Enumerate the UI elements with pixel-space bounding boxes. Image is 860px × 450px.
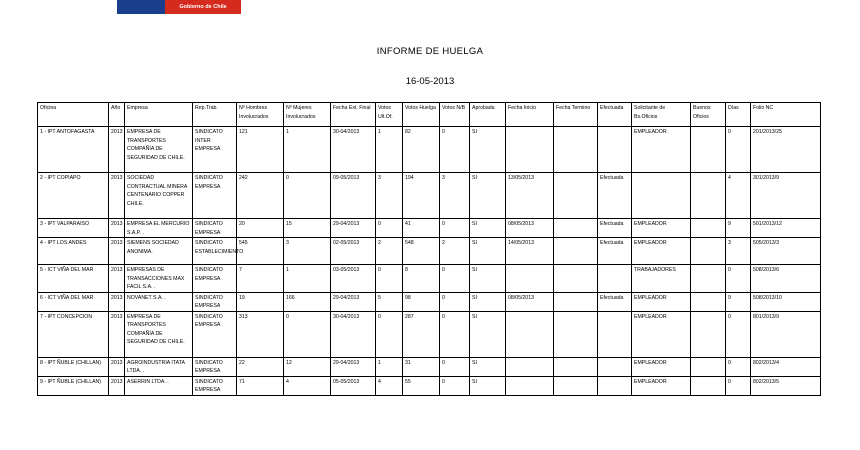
table-cell: 3 bbox=[376, 173, 403, 219]
table-cell: 301/2013/9 bbox=[751, 173, 821, 219]
table-cell bbox=[554, 376, 598, 395]
table-cell: Efectuada bbox=[598, 238, 632, 265]
table-cell: 29-04/2013 bbox=[331, 292, 376, 311]
table-cell: 1 bbox=[284, 265, 331, 293]
table-cell: 2013 bbox=[109, 127, 125, 173]
table-cell: 508/2013/6 bbox=[751, 265, 821, 293]
table-cell: 8 - IPT ÑUBLE (CHILLAN) bbox=[38, 357, 109, 376]
table-cell: 0 bbox=[440, 127, 470, 173]
table-cell: EMPLEADOR bbox=[632, 376, 691, 395]
table-cell: 2013 bbox=[109, 238, 125, 265]
table-cell: 3 - IPT VALPARAISO bbox=[38, 219, 109, 238]
table-cell: EMPLEADOR bbox=[632, 127, 691, 173]
table-row bbox=[38, 127, 821, 173]
table-cell bbox=[554, 292, 598, 311]
table-cell bbox=[554, 219, 598, 238]
table-cell bbox=[691, 292, 726, 311]
column-header: Fecha Inicio bbox=[506, 103, 554, 127]
table-row bbox=[38, 265, 821, 293]
table-cell bbox=[691, 238, 726, 265]
table-cell: EMPLEADOR bbox=[632, 311, 691, 357]
table-cell: 5 bbox=[376, 292, 403, 311]
logo-text: Gobierno de Chile bbox=[179, 4, 227, 10]
table-cell: SINDICATO INTER EMPRESA bbox=[193, 127, 237, 173]
table-cell: 0 bbox=[376, 265, 403, 293]
table-cell: 05-05/2013 bbox=[331, 376, 376, 395]
table-cell: SINDICATO EMPRESA bbox=[193, 376, 237, 395]
table-cell bbox=[554, 238, 598, 265]
table-cell: TRABAJADORES bbox=[632, 265, 691, 293]
table-cell: 0 bbox=[440, 265, 470, 293]
table-row bbox=[38, 376, 821, 395]
table-cell: 7 bbox=[237, 265, 284, 293]
table-cell: 2013 bbox=[109, 376, 125, 395]
table-cell: 0 bbox=[284, 311, 331, 357]
column-header: Rep.Trab. bbox=[193, 103, 237, 127]
table-cell: SI bbox=[470, 238, 506, 265]
table-cell: 0 bbox=[726, 357, 751, 376]
table-cell bbox=[691, 219, 726, 238]
table-cell: 3 bbox=[726, 238, 751, 265]
column-header: Efectuada bbox=[598, 103, 632, 127]
table-cell: 0 bbox=[440, 292, 470, 311]
table-cell bbox=[598, 311, 632, 357]
column-header: Nº Mujeres Involucrados bbox=[284, 103, 331, 127]
column-header: Votos Huelga bbox=[403, 103, 440, 127]
table-cell: 6 - ICT VIÑA DEL MAR bbox=[38, 292, 109, 311]
table-cell: 0 bbox=[726, 265, 751, 293]
table-cell: SINDICATO EMPRESA bbox=[193, 173, 237, 219]
table-cell: 31 bbox=[403, 357, 440, 376]
table-cell: 287 bbox=[403, 311, 440, 357]
table-cell: SINDICATO EMPRESA bbox=[193, 357, 237, 376]
table-cell bbox=[554, 173, 598, 219]
table-cell: 55 bbox=[403, 376, 440, 395]
table-cell: AGROINDUSTRIA ITATA LTDA. . bbox=[125, 357, 193, 376]
table-cell: 802/2013/4 bbox=[751, 357, 821, 376]
table-cell: 0 bbox=[726, 311, 751, 357]
table-cell: 1 bbox=[284, 127, 331, 173]
table-cell bbox=[691, 311, 726, 357]
table-cell: 41 bbox=[403, 219, 440, 238]
table-cell: 3 bbox=[440, 173, 470, 219]
table-cell: 82 bbox=[403, 127, 440, 173]
table-cell: SINDICATO EMPRESA bbox=[193, 292, 237, 311]
table-cell: 4 bbox=[284, 376, 331, 395]
table-cell bbox=[632, 173, 691, 219]
table-cell: 4 bbox=[726, 173, 751, 219]
table-cell: 121 bbox=[237, 127, 284, 173]
table-cell bbox=[506, 265, 554, 293]
table-cell: SI bbox=[470, 127, 506, 173]
column-header: Folio NC bbox=[751, 103, 821, 127]
table-cell: 2 bbox=[376, 238, 403, 265]
table-cell bbox=[506, 357, 554, 376]
table-cell: 801/2013/9 bbox=[751, 311, 821, 357]
table-cell: SI bbox=[470, 265, 506, 293]
table-cell: 29-04/2013 bbox=[331, 357, 376, 376]
table-cell: 505/2013/3 bbox=[751, 238, 821, 265]
table-cell: EMPRESA DE TRANSPORTES COMPAÑÍA DE SEGURIDAD DE CHILE. bbox=[125, 127, 193, 173]
table-cell: SI bbox=[470, 292, 506, 311]
table-cell: 166 bbox=[284, 292, 331, 311]
column-header: Fecha Ext. Final bbox=[331, 103, 376, 127]
table-cell: 08/05/2013 bbox=[506, 219, 554, 238]
table-cell: EMPRESA DE TRANSPORTES COMPAÑÍA DE SEGURIDAD DE CHILE. bbox=[125, 311, 193, 357]
table-cell: 1 bbox=[376, 127, 403, 173]
table-cell: SI bbox=[470, 173, 506, 219]
table-cell bbox=[691, 357, 726, 376]
table-cell: 14/05/2013 bbox=[506, 238, 554, 265]
table-cell: 501/2013/12 bbox=[751, 219, 821, 238]
table-cell bbox=[598, 127, 632, 173]
table-cell: EMPLEADOR bbox=[632, 219, 691, 238]
table-cell: 2013 bbox=[109, 357, 125, 376]
table-cell: 98 bbox=[403, 292, 440, 311]
table-cell: SINDICATO EMPRESA bbox=[193, 219, 237, 238]
table-cell: 2013 bbox=[109, 219, 125, 238]
table-cell: 2 - IPT COPIAPO bbox=[38, 173, 109, 219]
column-header: Fecha Termino bbox=[554, 103, 598, 127]
table-row bbox=[38, 173, 821, 219]
table-cell bbox=[598, 265, 632, 293]
table-cell: 19 bbox=[237, 292, 284, 311]
table-cell: 2013 bbox=[109, 311, 125, 357]
table-cell: SINDICATO EMPRESA bbox=[193, 265, 237, 293]
table-cell: 03-05/2013 bbox=[331, 265, 376, 293]
table-cell bbox=[691, 376, 726, 395]
table-cell: 0 bbox=[440, 357, 470, 376]
table-cell: 30-04/2013 bbox=[331, 127, 376, 173]
table-cell: 201/2013/25 bbox=[751, 127, 821, 173]
table-cell: 12 bbox=[284, 357, 331, 376]
table-cell: Efectuada bbox=[598, 292, 632, 311]
table-cell: 0 bbox=[726, 376, 751, 395]
column-header: Días bbox=[726, 103, 751, 127]
column-header: Aprobada bbox=[470, 103, 506, 127]
column-header: Solicitante de Bs.Oficios bbox=[632, 103, 691, 127]
table-cell: 0 bbox=[440, 219, 470, 238]
table-cell bbox=[598, 376, 632, 395]
table-cell: 4 bbox=[376, 376, 403, 395]
table-cell: 5 - ICT VIÑA DEL MAR bbox=[38, 265, 109, 293]
logo-red-band bbox=[165, 0, 241, 14]
table-cell: 545 bbox=[237, 238, 284, 265]
table-cell: EMPRESAS DE TRANSACCIONES MAX FACIL S.A. . bbox=[125, 265, 193, 293]
table-row bbox=[38, 238, 821, 265]
table-cell bbox=[506, 127, 554, 173]
table-cell: 2 bbox=[440, 238, 470, 265]
table-cell: SI bbox=[470, 376, 506, 395]
table-cell: SI bbox=[470, 357, 506, 376]
table-cell: 508/2013/10 bbox=[751, 292, 821, 311]
table-cell: SI bbox=[470, 219, 506, 238]
table-cell bbox=[554, 357, 598, 376]
table-cell: 15 bbox=[284, 219, 331, 238]
table-cell: 802/2013/5 bbox=[751, 376, 821, 395]
column-header: Año bbox=[109, 103, 125, 127]
table-cell: 7 - IPT CONCEPCION bbox=[38, 311, 109, 357]
table-cell bbox=[554, 127, 598, 173]
table-cell: Efectuada bbox=[598, 219, 632, 238]
report-title: INFORME DE HUELGA bbox=[376, 46, 484, 57]
table-cell: 0 bbox=[376, 219, 403, 238]
table-cell: 1 bbox=[376, 357, 403, 376]
table-cell: 2013 bbox=[109, 265, 125, 293]
table-cell: 2013 bbox=[109, 173, 125, 219]
table-cell bbox=[554, 265, 598, 293]
table-cell: NOVANET S.A. . bbox=[125, 292, 193, 311]
table-cell: 2013 bbox=[109, 292, 125, 311]
table-cell: 313 bbox=[237, 311, 284, 357]
column-header: Empresa bbox=[125, 103, 193, 127]
table-cell: EMPLEADOR bbox=[632, 292, 691, 311]
strike-report-table bbox=[37, 102, 821, 396]
table-cell: 4 - IPT LOS ANDES bbox=[38, 238, 109, 265]
table-cell: 0 bbox=[440, 311, 470, 357]
table-cell: 20 bbox=[237, 219, 284, 238]
column-header: Nº Hombres Involucrados bbox=[237, 103, 284, 127]
table-cell bbox=[691, 173, 726, 219]
table-cell: 242 bbox=[237, 173, 284, 219]
table-cell: 548 bbox=[403, 238, 440, 265]
table-cell: 02-05/2013 bbox=[331, 238, 376, 265]
table-cell bbox=[691, 265, 726, 293]
table-cell bbox=[554, 311, 598, 357]
table-cell: 0 bbox=[440, 376, 470, 395]
table-cell: 22 bbox=[237, 357, 284, 376]
table-row bbox=[38, 311, 821, 357]
table-cell: 0 bbox=[284, 173, 331, 219]
table-cell: 08/05/2013 bbox=[506, 292, 554, 311]
table-row bbox=[38, 219, 821, 238]
table-cell: SINDICATO ESTABLECIMIENTO bbox=[193, 238, 237, 265]
table-cell: 0 bbox=[376, 311, 403, 357]
table-cell: EMPRESA EL MERCURIO S.A.P. . bbox=[125, 219, 193, 238]
table-cell: SINDICATO EMPRESA bbox=[193, 311, 237, 357]
table-cell: 9 bbox=[726, 219, 751, 238]
table-cell: 8 bbox=[403, 265, 440, 293]
table-cell: 13/05/2013 bbox=[506, 173, 554, 219]
table-cell bbox=[506, 311, 554, 357]
table-cell: 194 bbox=[403, 173, 440, 219]
table-row bbox=[38, 292, 821, 311]
column-header: Votos Ult.Of. bbox=[376, 103, 403, 127]
table-cell: 0 bbox=[726, 127, 751, 173]
table-row bbox=[38, 357, 821, 376]
table-cell: EMPLEADOR bbox=[632, 357, 691, 376]
table-cell: 9 - IPT ÑUBLE (CHILLAN) bbox=[38, 376, 109, 395]
table-cell: 3 bbox=[284, 238, 331, 265]
table-cell bbox=[506, 376, 554, 395]
table-cell: SIEMENS SOCIEDAD ANONIMA. bbox=[125, 238, 193, 265]
table-cell: EMPLEADOR bbox=[632, 238, 691, 265]
table-cell: ASERRIN LTDA. . bbox=[125, 376, 193, 395]
table-cell: 29-04/2013 bbox=[331, 219, 376, 238]
gobierno-logo bbox=[117, 0, 241, 14]
table-body bbox=[38, 127, 821, 396]
table-cell: 09-05/2013 bbox=[331, 173, 376, 219]
table-cell: 30-04/2013 bbox=[331, 311, 376, 357]
table-cell: 9 bbox=[726, 292, 751, 311]
table-cell bbox=[598, 357, 632, 376]
table-cell: Efectuada bbox=[598, 173, 632, 219]
table-cell: SI bbox=[470, 311, 506, 357]
column-header: Votos N/B bbox=[440, 103, 470, 127]
column-header: Buenos Oficios bbox=[691, 103, 726, 127]
report-date: 16-05-2013 bbox=[405, 76, 455, 87]
table-cell: SOCIEDAD CONTRACTUAL MINERA CENTENARIO COPPER CHILE. bbox=[125, 173, 193, 219]
table-cell bbox=[691, 127, 726, 173]
table-cell: 71 bbox=[237, 376, 284, 395]
table-cell: 1 - IPT ANTOFAGASTA bbox=[38, 127, 109, 173]
column-header: Oficina bbox=[38, 103, 109, 127]
table-header-row bbox=[38, 103, 821, 127]
